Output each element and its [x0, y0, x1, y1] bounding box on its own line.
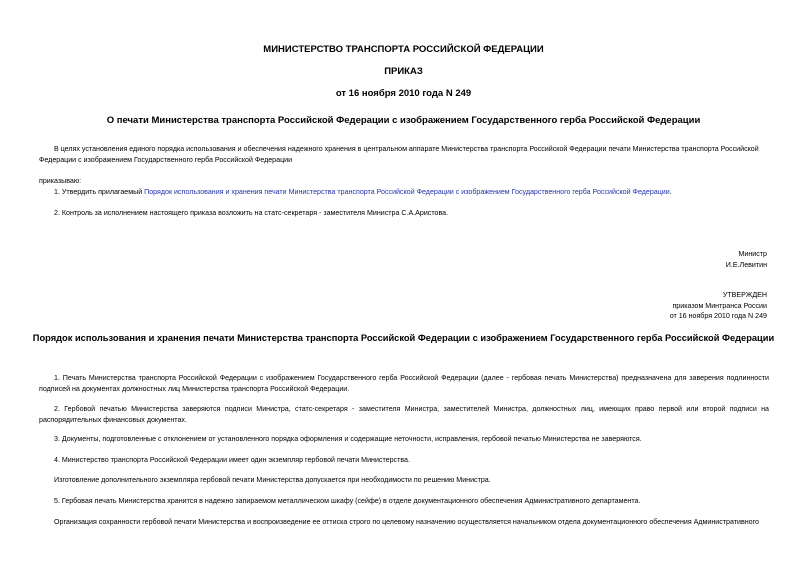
procedure-link[interactable]: Порядок использования и хранения печати Министерства транспорта Российской Федерации с изображением Государственного герба Российской Федерации: [144, 188, 670, 196]
paragraph-1: 1. Печать Министерства транспорта Российской Федерации с изображением Государственного герба Российской Федерации (далее - гербовая печать Министерства) предназначена для заверения подлинности подписей на документах должностных лиц Министерства транспорта Российской Федерации.: [39, 374, 769, 393]
preamble-text: В целях установления единого порядка использования и обеспечения надежного хранения в центральном аппарате Министерства транспорта Российской Федерации печати Министерства транспорта Российской Федерации с изображением Государственного герба Российской Федерации: [39, 145, 759, 164]
approval-label: УТВЕРЖДЕН: [722, 291, 767, 299]
order-item-1-suffix: .: [669, 188, 672, 196]
doc-type-heading: ПРИКАЗ: [384, 66, 423, 77]
paragraph-4: 4. Министерство транспорта Российской Федерации имеет один экземпляр гербовой печати Министерства.: [54, 456, 410, 464]
paragraph-5: Изготовление дополнительного экземпляра гербовой печати Министерства допускается при необходимости по решению Министра.: [54, 476, 491, 484]
signature-block: [726, 249, 767, 270]
order-item-2: 2. Контроль за исполнением настоящего приказа возложить на статс-секретаря - заместителя Министра С.А.Аристова.: [54, 209, 449, 217]
procedure-title: Порядок использования и хранения печати Министерства транспорта Российской Федерации с изображением Государственного герба Российской Федерации: [32, 333, 775, 343]
order-item-1: [39, 187, 769, 198]
order-title: О печати Министерства транспорта Российской Федерации с изображением Государственного герба Российской Федерации: [106, 115, 701, 126]
approval-line-2: от 16 ноября 2010 года N 249: [669, 312, 767, 320]
order-item-1-prefix: 1. Утвердить прилагаемый: [54, 188, 145, 196]
approval-block: [670, 290, 767, 322]
paragraph-2: 2. Гербовой печатью Министерства заверяются подписи Министра, статс-секретаря - заместителя Министра, заместителей Министра, должностных лиц, имеющих право первой или второй подписи на распорядительных финансовых документах.: [39, 405, 769, 424]
order-word: приказываю:: [39, 177, 82, 185]
signature-name: И.Е.Левитин: [725, 260, 767, 269]
paragraph-7: Организация сохранности гербовой печати Министерства и воспроизведение ее оттиска строго по целевому назначению осуществляется начальником отдела документационного обеспечения Административного: [54, 518, 759, 526]
date-number-heading: от 16 ноября 2010 года N 249: [335, 88, 472, 99]
paragraph-6: 5. Гербовая печать Министерства хранится в надежно запираемом металлическом шкафу (сейфе) в отделе документационного обеспечения Административного департамента.: [54, 497, 641, 505]
approval-line-1: приказом Минтранса России: [672, 301, 767, 310]
signature-position: Министр: [738, 250, 767, 258]
ministry-heading: МИНИСТЕРСТВО ТРАНСПОРТА РОССИЙСКОЙ ФЕДЕРАЦИИ: [263, 44, 544, 55]
paragraph-3: 3. Документы, подготовленные с отклонением от установленного порядка оформления и содержащие неточности, исправления, гербовой печатью Министерства не заверяются.: [54, 435, 642, 443]
